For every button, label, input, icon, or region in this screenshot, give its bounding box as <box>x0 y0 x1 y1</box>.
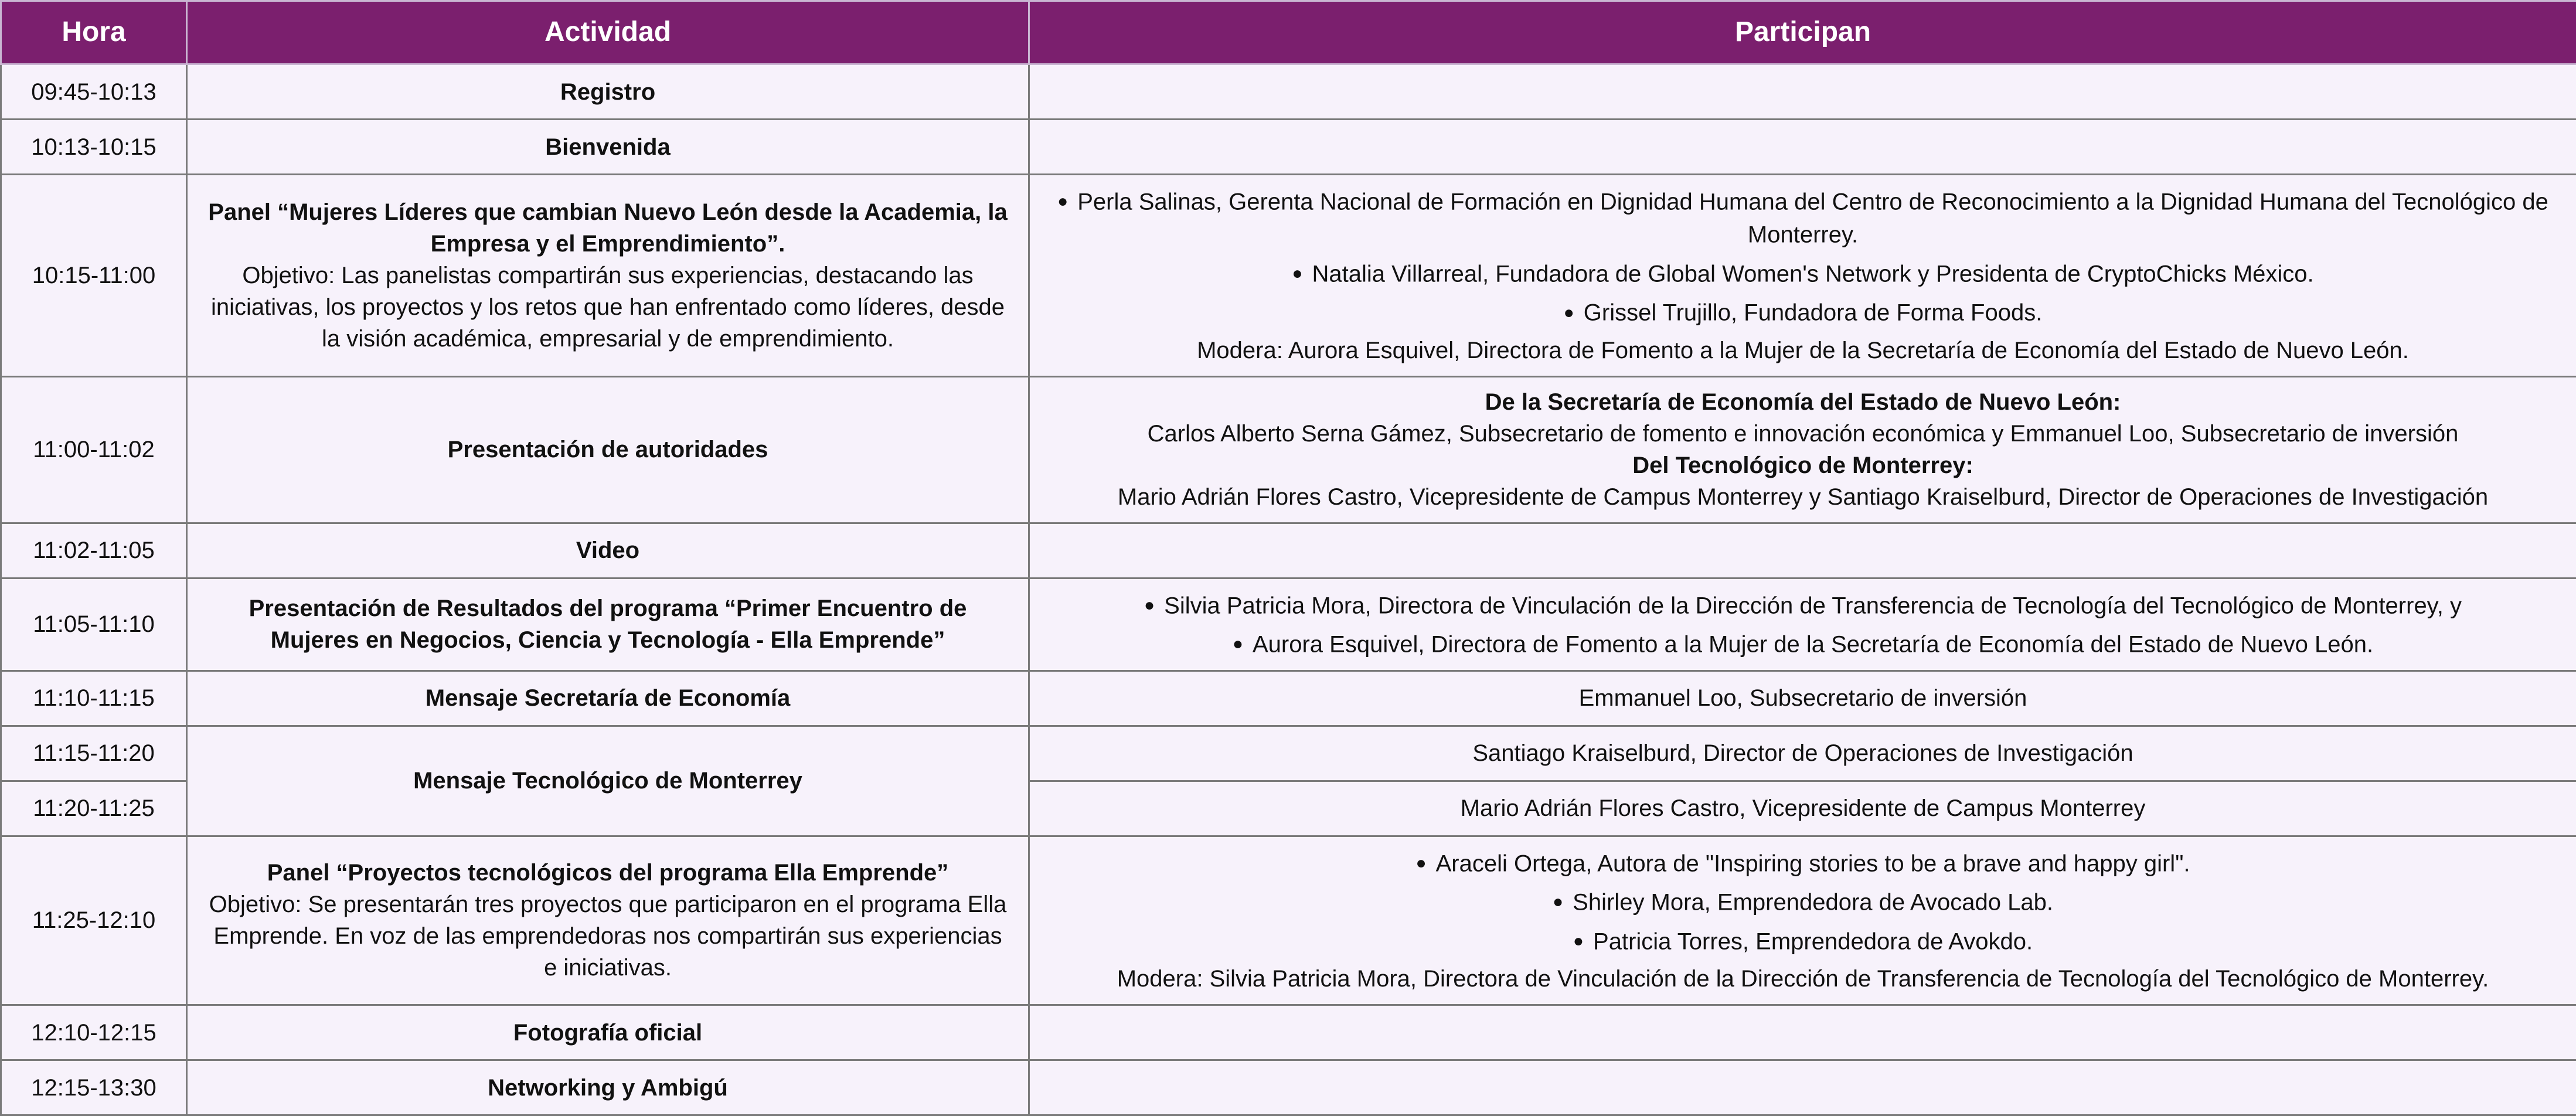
participants-cell <box>1029 1005 2576 1060</box>
activity-cell <box>187 175 1029 377</box>
moderator-note: Modera: Silvia Patricia Mora, Directora de Vinculación de la Dirección de Transferencia de Tecnología del Tecnológico de Monterrey. <box>1047 963 2558 995</box>
bullet-dot-icon: ● <box>1415 852 1426 876</box>
activity-cell: Video <box>187 523 1029 578</box>
participant-item: ● Silvia Patricia Mora, Directora de Vinculación de la Dirección de Transferencia de Tecnología del Tecnológico de Monterrey, y <box>1047 588 2558 621</box>
participant-item: ● Patricia Torres, Emprendedora de Avokdo. <box>1047 924 2558 957</box>
table-row <box>1 1060 2576 1115</box>
header-actividad: Actividad <box>187 1 1029 64</box>
time-cell: 10:13-10:15 <box>1 120 187 175</box>
participants-cell <box>1029 64 2576 120</box>
header-row <box>1 1 2576 64</box>
activity-cell: Mensaje Tecnológico de Monterrey <box>187 726 1029 836</box>
participants-text: Mario Adrián Flores Castro, Vicepresidente de Campus Monterrey y Santiago Kraiselburd, Director de Operaciones de Investigación <box>1047 481 2558 513</box>
activity-objective: Objetivo: Las panelistas compartirán sus experiencias, destacando las iniciativas, los proyectos y los retos que han enfrentado como líderes, desde la visión académica, empresarial y de emprendimiento. <box>205 260 1010 355</box>
table-row <box>1 64 2576 120</box>
time-cell: 12:15-13:30 <box>1 1060 187 1115</box>
bullet-dot-icon: ● <box>1292 262 1302 286</box>
participant-item: ● Aurora Esquivel, Directora de Fomento a la Mujer de la Secretaría de Economía del Estado de Nuevo León. <box>1047 627 2558 660</box>
table-row <box>1 671 2576 726</box>
activity-cell: Registro <box>187 64 1029 120</box>
participants-cell <box>1029 376 2576 523</box>
table-row <box>1 523 2576 578</box>
bullet-dot-icon: ● <box>1057 190 1068 214</box>
bullet-dot-icon: ● <box>1564 301 1574 325</box>
time-cell: 11:05-11:10 <box>1 578 187 671</box>
participants-cell <box>1029 578 2576 671</box>
table-row <box>1 376 2576 523</box>
activity-cell: Presentación de Resultados del programa “Primer Encuentro de Mujeres en Negocios, Ciencia y Tecnología - Ella Emprende” <box>187 578 1029 671</box>
time-cell: 11:15-11:20 <box>1 726 187 781</box>
header-participan: Participan <box>1029 1 2576 64</box>
activity-title: Panel “Proyectos tecnológicos del programa Ella Emprende” <box>205 857 1010 889</box>
participant-item: ● Araceli Ortega, Autora de "Inspiring stories to be a brave and happy girl". <box>1047 846 2558 879</box>
participants-cell <box>1029 175 2576 377</box>
time-cell: 11:02-11:05 <box>1 523 187 578</box>
time-cell: 11:20-11:25 <box>1 781 187 836</box>
participant-item: ● Perla Salinas, Gerenta Nacional de Formación en Dignidad Humana del Centro de Reconocimiento a la Dignidad Humana del Tecnológico de Monterrey. <box>1047 185 2558 251</box>
activity-cell <box>187 836 1029 1005</box>
table-row <box>1 578 2576 671</box>
participants-text: Carlos Alberto Serna Gámez, Subsecretario de fomento e innovación económica y Emmanuel Loo, Subsecretario de inversión <box>1047 418 2558 450</box>
time-cell: 11:25-12:10 <box>1 836 187 1005</box>
participants-cell <box>1029 523 2576 578</box>
participant-item: ● Grissel Trujillo, Fundadora de Forma Foods. <box>1047 295 2558 328</box>
activity-cell: Networking y Ambigú <box>187 1060 1029 1115</box>
time-cell: 10:15-11:00 <box>1 175 187 377</box>
participants-cell <box>1029 120 2576 175</box>
participants-cell <box>1029 836 2576 1005</box>
time-cell: 12:10-12:15 <box>1 1005 187 1060</box>
bullet-dot-icon: ● <box>1553 890 1563 914</box>
participants-cell: Santiago Kraiselburd, Director de Operaciones de Investigación <box>1029 726 2576 781</box>
table-header <box>1 1 2576 64</box>
bullet-dot-icon: ● <box>1233 632 1243 656</box>
activity-title: Panel “Mujeres Líderes que cambian Nuevo León desde la Academia, la Empresa y el Emprendimiento”. <box>205 196 1010 260</box>
participants-heading: De la Secretaría de Economía del Estado de Nuevo León: <box>1047 386 2558 418</box>
activity-cell: Mensaje Secretaría de Economía <box>187 671 1029 726</box>
participants-heading: Del Tecnológico de Monterrey: <box>1047 450 2558 481</box>
participants-cell <box>1029 1060 2576 1115</box>
participants-cell: Mario Adrián Flores Castro, Vicepresidente de Campus Monterrey <box>1029 781 2576 836</box>
time-cell: 11:00-11:02 <box>1 376 187 523</box>
table-row <box>1 1005 2576 1060</box>
activity-cell: Bienvenida <box>187 120 1029 175</box>
activity-cell: Presentación de autoridades <box>187 376 1029 523</box>
activity-objective: Objetivo: Se presentarán tres proyectos que participaron en el programa Ella Emprende. En voz de las emprendedoras nos compartirán sus experiencias e iniciativas. <box>205 889 1010 984</box>
participant-item: ● Shirley Mora, Emprendedora de Avocado Lab. <box>1047 885 2558 918</box>
bullet-dot-icon: ● <box>1573 930 1584 954</box>
table-row <box>1 120 2576 175</box>
time-cell: 11:10-11:15 <box>1 671 187 726</box>
bullet-dot-icon: ● <box>1144 594 1155 618</box>
time-cell: 09:45-10:13 <box>1 64 187 120</box>
participants-cell: Emmanuel Loo, Subsecretario de inversión <box>1029 671 2576 726</box>
table-row <box>1 836 2576 1005</box>
participant-item: ● Natalia Villarreal, Fundadora de Global Women's Network y Presidenta de CryptoChicks México. <box>1047 257 2558 290</box>
moderator-note: Modera: Aurora Esquivel, Directora de Fomento a la Mujer de la Secretaría de Economía del Estado de Nuevo León. <box>1047 335 2558 366</box>
activity-cell: Fotografía oficial <box>187 1005 1029 1060</box>
table-row <box>1 726 2576 781</box>
table-row <box>1 175 2576 377</box>
header-hora: Hora <box>1 1 187 64</box>
